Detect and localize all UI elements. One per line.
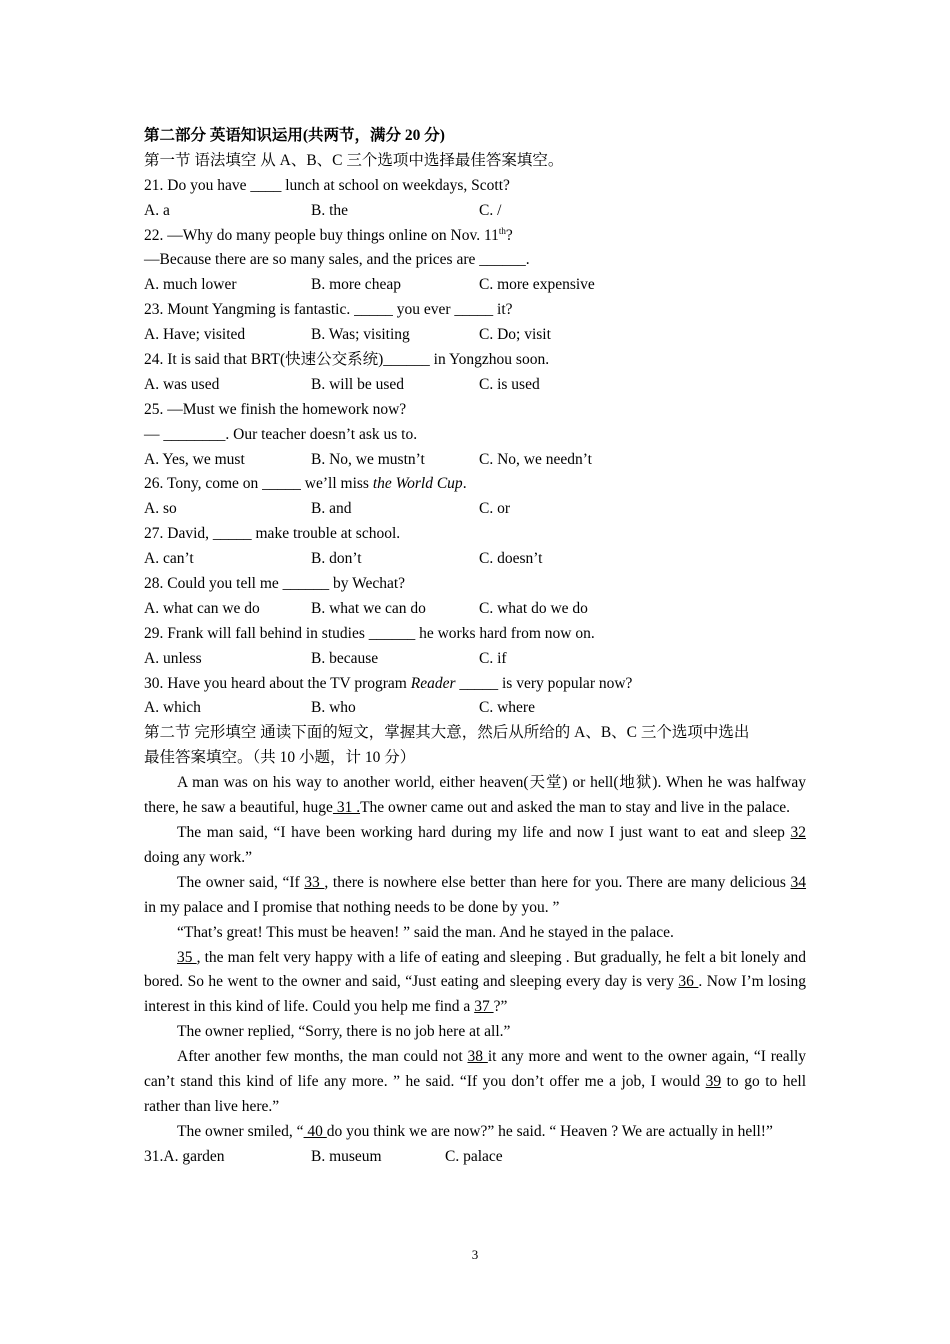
option-a: A. what can we do bbox=[144, 599, 260, 617]
option-a: A. Yes, we must bbox=[144, 450, 245, 468]
section1-heading: 第一节 语法填空 从 A、B、C 三个选项中选择最佳答案填空。 bbox=[144, 151, 564, 169]
passage-paragraph-3: The owner said, “If 33 , there is nowhere else better than here for you. There are many delicious 34 in my palace and I promise that nothing needs to be done by you. ” bbox=[144, 873, 807, 916]
passage-paragraph-2: The man said, “I have been working hard during my life and now I just want to eat and sleep 32 doing any work.” bbox=[144, 823, 806, 866]
option-b: B. the bbox=[311, 201, 349, 219]
question-22-reply: —Because there are so many sales, and the prices are ______. bbox=[144, 251, 530, 269]
options-24 bbox=[144, 373, 806, 398]
part-heading: 第二部分 英语知识运用(共两节，满分 20 分) bbox=[144, 127, 445, 144]
options-25 bbox=[144, 448, 806, 473]
option-b: B. and bbox=[311, 500, 352, 518]
blank-35: 35 bbox=[177, 948, 197, 966]
options-30 bbox=[144, 696, 806, 721]
question-30: 30. Have you heard about the TV program Reader _____ is very popular now? bbox=[144, 674, 633, 692]
page-number: 3 bbox=[471, 1247, 479, 1262]
option-b: B. what we can do bbox=[311, 599, 426, 617]
option-c: C. doesn’t bbox=[479, 550, 543, 568]
option-a: A. was used bbox=[144, 375, 220, 393]
passage-paragraph-4: “That’s great! This must be heaven! ” said the man. And he stayed in the palace. bbox=[177, 923, 674, 941]
blank-36: 36 bbox=[678, 973, 699, 991]
option-b: B. more cheap bbox=[311, 276, 401, 294]
option-b: B. museum bbox=[311, 1147, 382, 1165]
option-a: A. which bbox=[144, 699, 201, 717]
option-c: C. if bbox=[479, 649, 507, 667]
blank-38: 38 bbox=[467, 1048, 488, 1066]
question-28: 28. Could you tell me ______ by Wechat? bbox=[144, 575, 406, 593]
option-c: C. palace bbox=[445, 1147, 503, 1165]
question-24: 24. It is said that BRT(快速公交系统)______ in Yongzhou soon. bbox=[144, 351, 550, 369]
option-c: C. No, we needn’t bbox=[479, 450, 592, 468]
question-21: 21. Do you have ____ lunch at school on weekdays, Scott? bbox=[144, 176, 510, 194]
option-b: B. Was; visiting bbox=[311, 326, 410, 344]
question-25-reply: — ________. Our teacher doesn’t ask us to. bbox=[144, 425, 418, 443]
options-21 bbox=[144, 199, 806, 224]
option-b: B. don’t bbox=[311, 550, 362, 568]
question-23: 23. Mount Yangming is fantastic. _____ you ever _____ it? bbox=[144, 301, 513, 319]
option-b: B. who bbox=[311, 699, 356, 717]
section2-heading-cont: 最佳答案填空。（共 10 小题，计 10 分） bbox=[144, 749, 416, 767]
option-a: A. can’t bbox=[144, 550, 194, 568]
options-26 bbox=[144, 497, 806, 522]
option-c: C. or bbox=[479, 500, 510, 518]
options-22 bbox=[144, 273, 806, 298]
option-a: A. unless bbox=[144, 649, 202, 667]
passage-paragraph-8: The owner smiled, “ 40 do you think we are now?” he said. “ Heaven ? We are actually in hell!” bbox=[177, 1122, 773, 1140]
option-a: 31.A. garden bbox=[144, 1147, 225, 1165]
option-a: A. a bbox=[144, 201, 170, 219]
option-a: A. Have; visited bbox=[144, 326, 246, 344]
option-c: C. is used bbox=[479, 375, 540, 393]
exam-page bbox=[144, 124, 806, 1170]
blank-32: 32 bbox=[790, 823, 806, 841]
blank-31: 31 . bbox=[332, 799, 361, 817]
option-c: C. Do; visit bbox=[479, 326, 551, 344]
passage-paragraph-6: The owner replied, “Sorry, there is no job here at all.” bbox=[177, 1023, 511, 1041]
blank-37: 37 bbox=[474, 998, 494, 1016]
blank-34: 34 bbox=[790, 873, 807, 891]
option-c: C. / bbox=[479, 201, 502, 219]
option-a: A. so bbox=[144, 500, 177, 518]
question-27: 27. David, _____ make trouble at school. bbox=[144, 525, 401, 543]
option-b: B. No, we mustn’t bbox=[311, 450, 425, 468]
passage-paragraph-1: A man was on his way to another world, either heaven(天堂) or hell(地狱). When he was halfway there, he saw a beautiful, huge 31 .The owner came out and asked the man to stay and live in the palace. bbox=[144, 774, 806, 817]
options-29 bbox=[144, 647, 806, 672]
options-23 bbox=[144, 323, 806, 348]
blank-39: 39 bbox=[705, 1073, 722, 1091]
passage-paragraph-5: 35 , the man felt very happy with a life of eating and sleeping . But gradually, he felt a bit lonely and bored. So he went to the owner and said, “Just eating and sleeping every day is very 36 . Now I’m losing interest in this kind of life. Could you help me find a 37 ?” bbox=[144, 948, 806, 1016]
question-22: 22. —Why do many people buy things online on Nov. 11th? bbox=[144, 225, 513, 244]
question-26: 26. Tony, come on _____ we’ll miss the World Cup. bbox=[144, 475, 467, 493]
option-c: C. what do we do bbox=[479, 599, 588, 617]
option-c: C. where bbox=[479, 699, 535, 717]
blank-33: 33 bbox=[304, 873, 325, 891]
passage-paragraph-7: After another few months, the man could not 38 it any more and went to the owner again, “I really can’t stand this kind of life any more. ” he said. “If you don’t offer me a job, I would 39 to go to hell rather than live here.” bbox=[144, 1048, 807, 1115]
options-28 bbox=[144, 597, 806, 622]
option-a: A. much lower bbox=[144, 276, 237, 294]
option-b: B. because bbox=[311, 649, 379, 667]
option-c: C. more expensive bbox=[479, 276, 595, 294]
question-29: 29. Frank will fall behind in studies ______ he works hard from now on. bbox=[144, 624, 595, 642]
question-25: 25. —Must we finish the homework now? bbox=[144, 400, 407, 418]
section2-heading: 第二节 完形填空 通读下面的短文，掌握其大意，然后从所给的 A、B、C 三个选项中选出 bbox=[144, 724, 750, 742]
options-31 bbox=[144, 1145, 806, 1170]
options-27 bbox=[144, 547, 806, 572]
option-b: B. will be used bbox=[311, 375, 404, 393]
blank-40: 40 bbox=[303, 1122, 327, 1140]
